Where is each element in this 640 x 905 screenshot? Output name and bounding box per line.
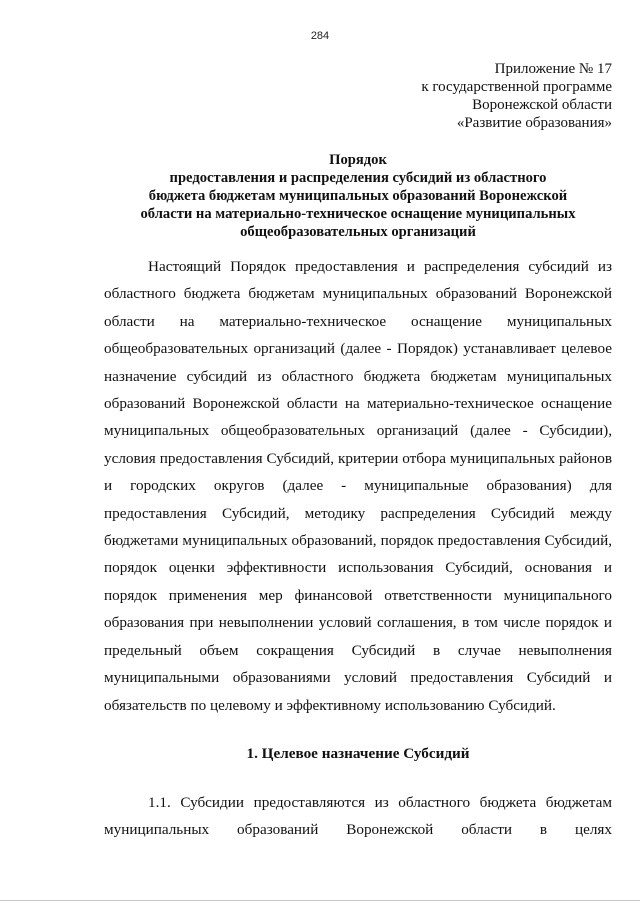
appendix-number: Приложение № 17 [494,61,612,77]
section-heading: 1. Целевое назначение Субсидий [246,745,470,762]
title-line: общеобразовательных организаций [240,224,476,240]
page-number: 284 [310,30,330,42]
title-line: предоставления и распределения субсидий из областного [169,170,547,186]
page-bottom-edge [0,900,640,901]
appendix-program: к государственной программе [421,79,612,95]
appendix-region: Воронежской области [472,97,612,113]
clause-1-1: 1.1. Субсидии предоставляются из областного бюджета бюджетам муниципальных образований Воронежской области в целях [104,794,612,839]
title-line: области на материально-техническое оснащение муниципальных [140,206,576,222]
title-line: бюджета бюджетам муниципальных образований Воронежской [148,188,568,204]
intro-paragraph: Настоящий Порядок предоставления и распределения субсидий из областного бюджета бюджетам муниципальных образований Воронежской области на материально-техническое оснащение муниципальных общеобразовательных организаций (далее - Порядок) устанавливает целевое назначение субсидий из областного бюджета бюджетам муниципальных образований Воронежской области на материально-техническое оснащение муниципальных общеобразовательных организаций (далее - Субсидии), условия предоставления Субсидий, критерии отбора муниципальных районов и городских округов (далее - муниципальные образования) для предоставления Субсидий, методику распределения Субсидий между бюджетами муниципальных образований, порядок предоставления Субсидий, порядок оценки эффективности использования Субсидий, основания и порядок применения мер финансовой ответственности муниципального образования при невыполнении условий соглашения, в том числе порядок и предельный объем сокращения Субсидий в случае невыполнения муниципальными образованиями условий предоставления Субсидий и обязательств по целевому и эффективному использованию Субсидий. [104,258,612,714]
title-line: Порядок [329,152,387,168]
appendix-program-name: «Развитие образования» [456,115,612,131]
appendix-block [421,60,612,132]
document-title [98,151,618,241]
